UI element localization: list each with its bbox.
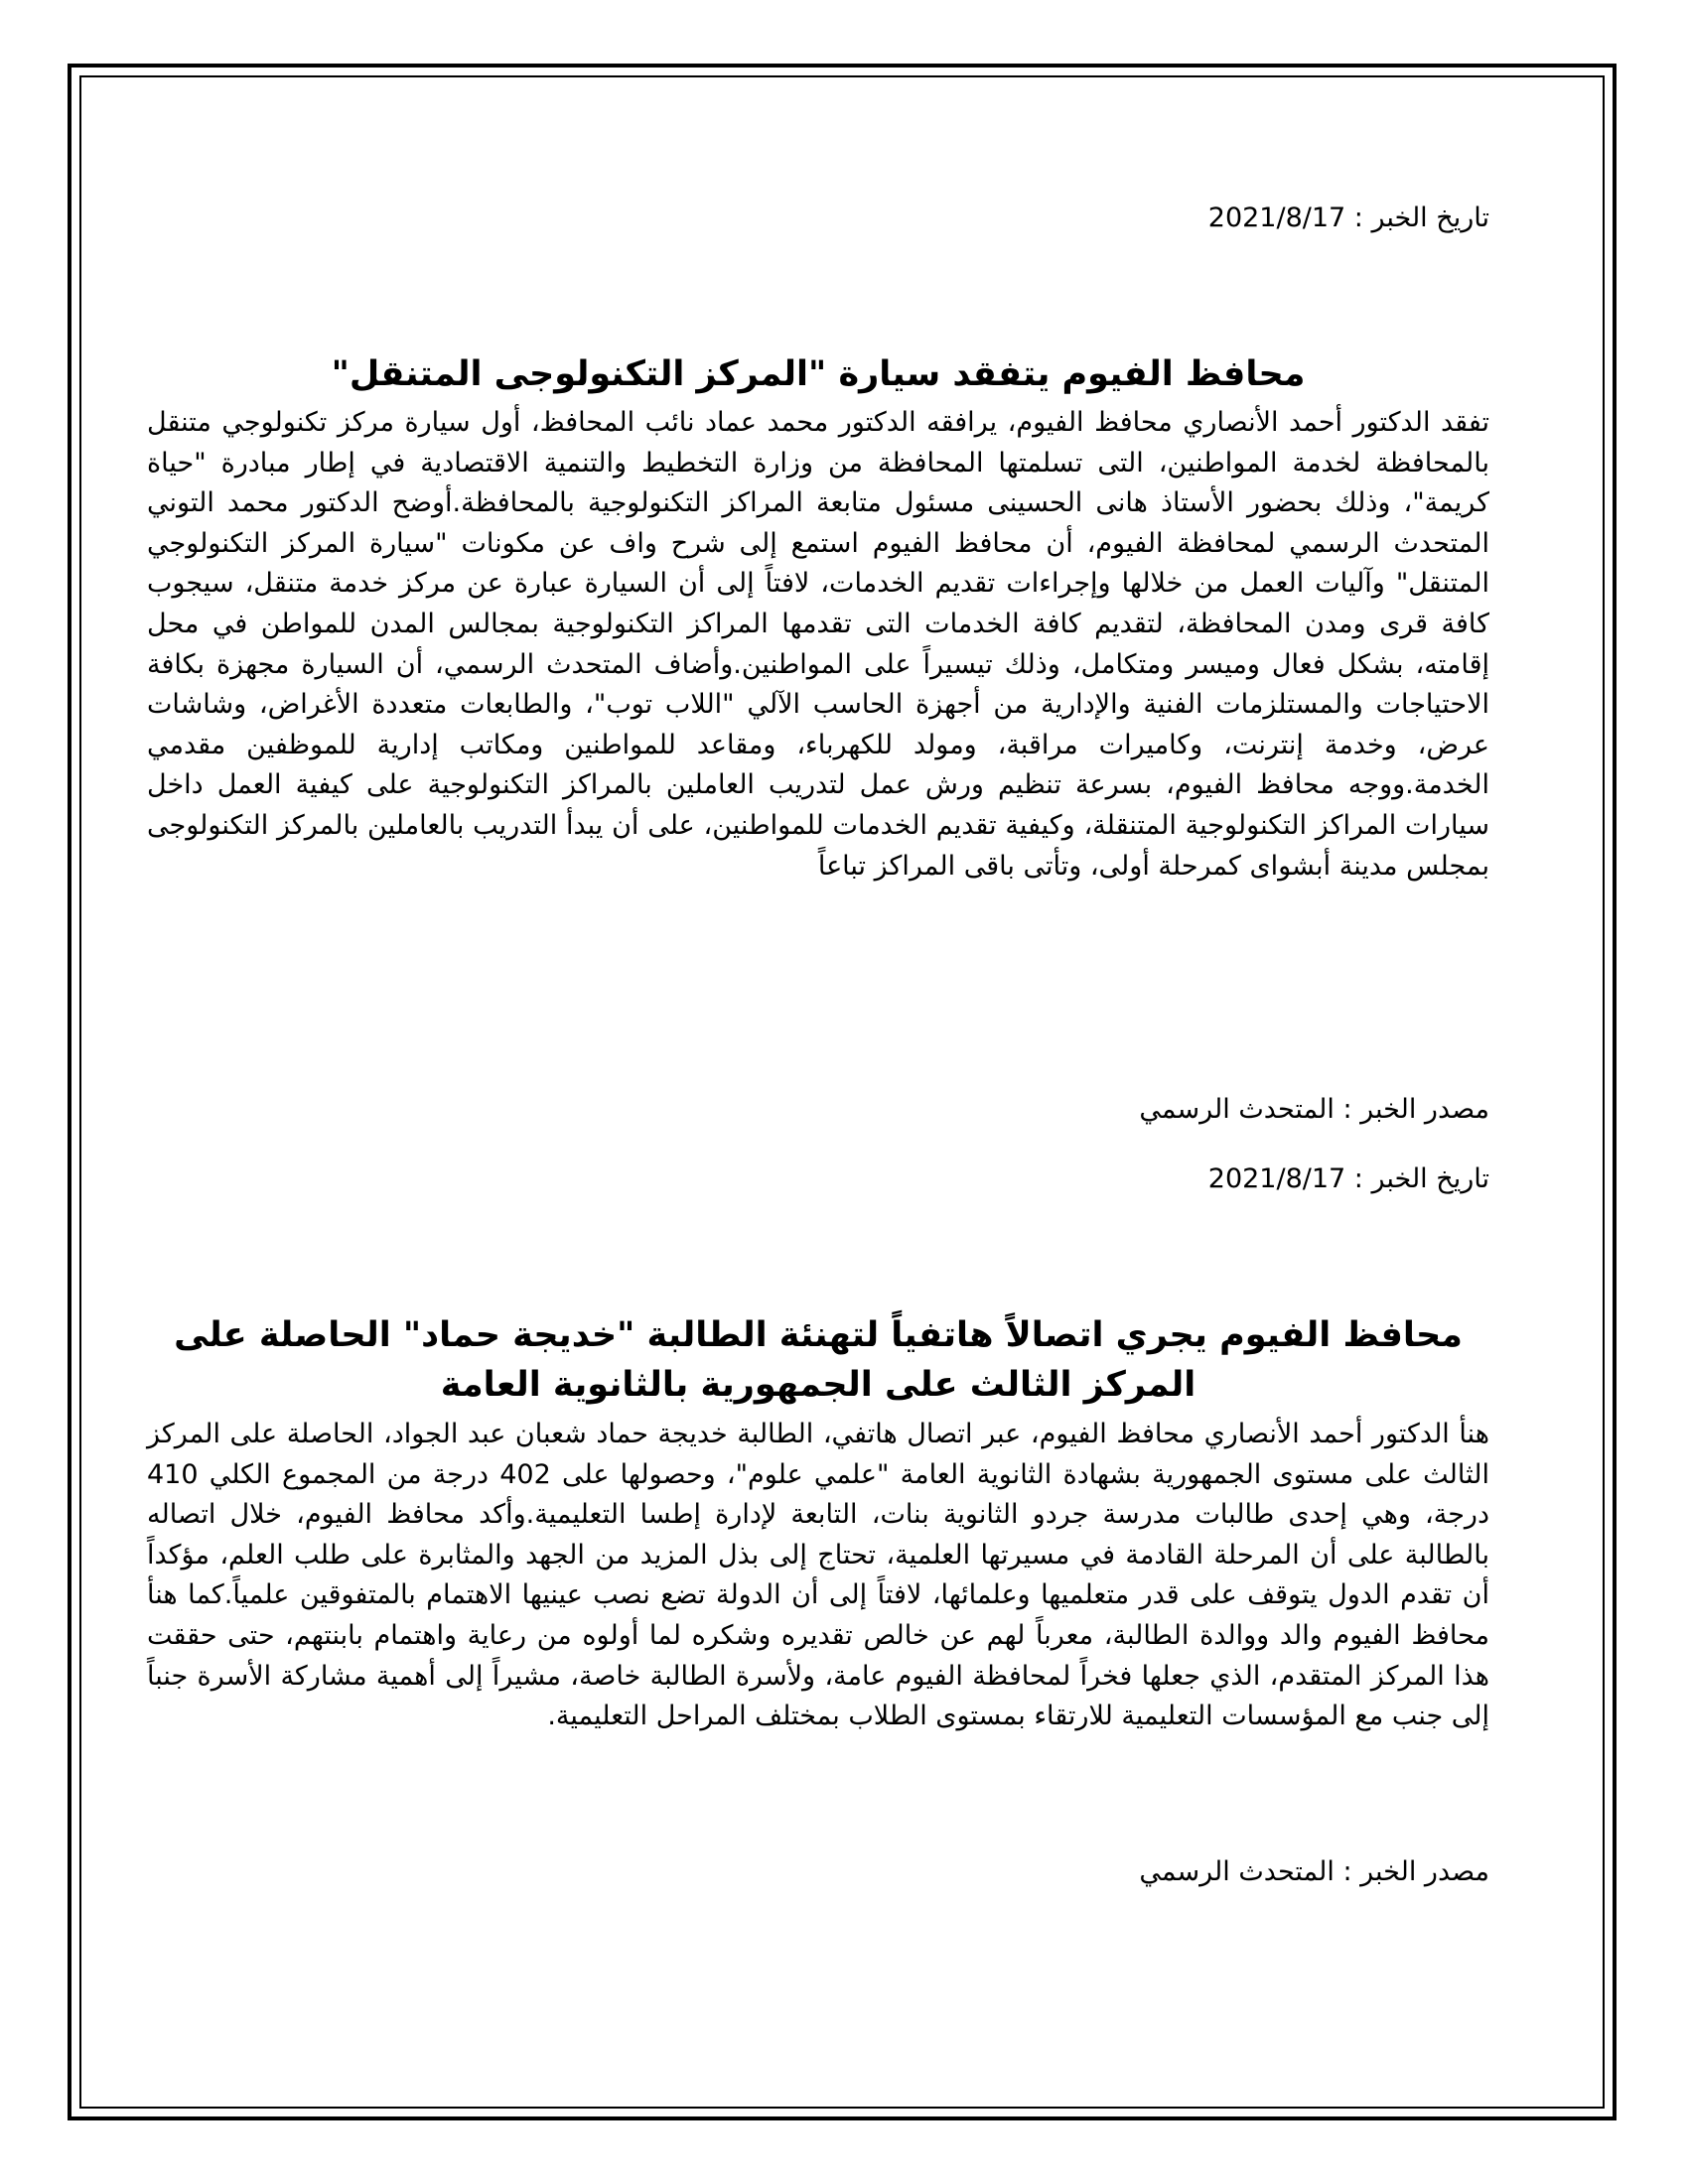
- article-1-source: [147, 1090, 1489, 1130]
- article-body: هنأ الدكتور أحمد الأنصاري محافظ الفيوم، عبر اتصال هاتفي، الطالبة خديجة حماد شعبان عبد الجواد، الحاصلة على المركز الثالث على مستوى الجمهورية بشهادة الثانوية العامة "علمي علوم"، وحصولها على 402 درجة من المجموع الكلي 410 درجة، وهي إحدى طالبات مدرسة جردو الثانوية بنات، التابعة لإدارة إطسا التعليمية.وأكد محافظ الفيوم، خلال اتصاله بالطالبة على أن المرحلة القادمة في مسيرتها العلمية، تحتاج إلى بذل المزيد من الجهد والمثابرة على طلب العلم، مؤكداً أن تقدم الدول يتوقف على قدر متعلميها وعلمائها، لافتاً إلى أن الدولة تضع نصب عينيها الاهتمام بالمتفوقين علمياً.كما هنأ محافظ الفيوم والد ووالدة الطالبة، معرباً لهم عن خالص تقديره وشكره لما أولوه من رعاية واهتمام بابنتهم، حتى حققت هذا المركز المتقدم، الذي جعلها فخراً لمحافظة الفيوم عامة، ولأسرة الطالبة خاصة، مشيراً إلى أهمية مشاركة الأسرة جنباً إلى جنب مع المؤسسات التعليمية للارتقاء بمستوى الطلاب بمختلف المراحل التعليمية.: [147, 1419, 1490, 1732]
- news-date: تاريخ الخبر : 2021/8/17: [1207, 1163, 1489, 1194]
- news-date: تاريخ الخبر : 2021/8/17: [1207, 203, 1489, 233]
- article-body: تفقد الدكتور أحمد الأنصاري محافظ الفيوم، يرافقه الدكتور محمد عماد نائب المحافظ، أول سيارة مركز تكنولوجي متنقل بالمحافظة لخدمة المواطنين، التى تسلمتها المحافظة من وزارة التخطيط والتنمية الاقتصادية في إطار مبادرة "حياة كريمة"، وذلك بحضور الأستاذ هانى الحسينى مسئول متابعة المراكز التكنولوجية بالمحافظة.أوضح الدكتور محمد التوني المتحدث الرسمي لمحافظة الفيوم، أن محافظ الفيوم استمع إلى شرح واف عن مكونات "سيارة المركز التكنولوجي المتنقل" وآليات العمل من خلالها وإجراءات تقديم الخدمات، لافتاً إلى أن السيارة عبارة عن مركز خدمة متنقل، سيجوب كافة قرى ومدن المحافظة، لتقديم كافة الخدمات التى تقدمها المراكز التكنولوجية بمجالس المدن للمواطن في محل إقامته، بشكل فعال وميسر ومتكامل، وذلك تيسيراً على المواطنين.وأضاف المتحدث الرسمي، أن السيارة مجهزة بكافة الاحتياجات والمستلزمات الفنية والإدارية من أجهزة الحاسب الآلي "اللاب توب"، والطابعات متعددة الأغراض، وشاشات عرض، وخدمة إنترنت، وكاميرات مراقبة، ومولد للكهرباء، ومقاعد للمواطنين ومكاتب إدارية للموظفين مقدمي الخدمة.ووجه محافظ الفيوم، بسرعة تنظيم ورش عمل لتدريب العاملين بالمراكز التكنولوجية على كيفية العمل داخل سيارات المراكز التكنولوجية المتنقلة، وكيفية تقديم الخدمات للمواطنين، على أن يبدأ التدريب بالعاملين بالمركز التكنولوجى بمجلس مدينة أبشواى كمرحلة أولى، وتأتى باقى المراكز تباعاً: [147, 407, 1489, 882]
- news-source: مصدر الخبر : المتحدث الرسمي: [1139, 1094, 1489, 1125]
- article-2-source: [147, 1852, 1489, 1892]
- article-2-headline-wrap: [147, 1310, 1489, 1410]
- article-1-date: [147, 199, 1489, 238]
- article-1-body-wrap: [147, 403, 1489, 887]
- article-2-body-wrap: [147, 1415, 1489, 1737]
- article-2-date: [147, 1160, 1489, 1199]
- article-headline: محافظ الفيوم يتفقد سيارة "المركز التكنولوجى المتنقل": [331, 354, 1306, 394]
- article-headline: محافظ الفيوم يجري اتصالاً هاتفياً لتهنئة الطالبة "خديجة حماد" الحاصلة على المركز الثالث على الجمهورية بالثانوية العامة: [174, 1315, 1463, 1405]
- article-1-headline-wrap: [147, 349, 1489, 399]
- news-source: مصدر الخبر : المتحدث الرسمي: [1139, 1856, 1489, 1887]
